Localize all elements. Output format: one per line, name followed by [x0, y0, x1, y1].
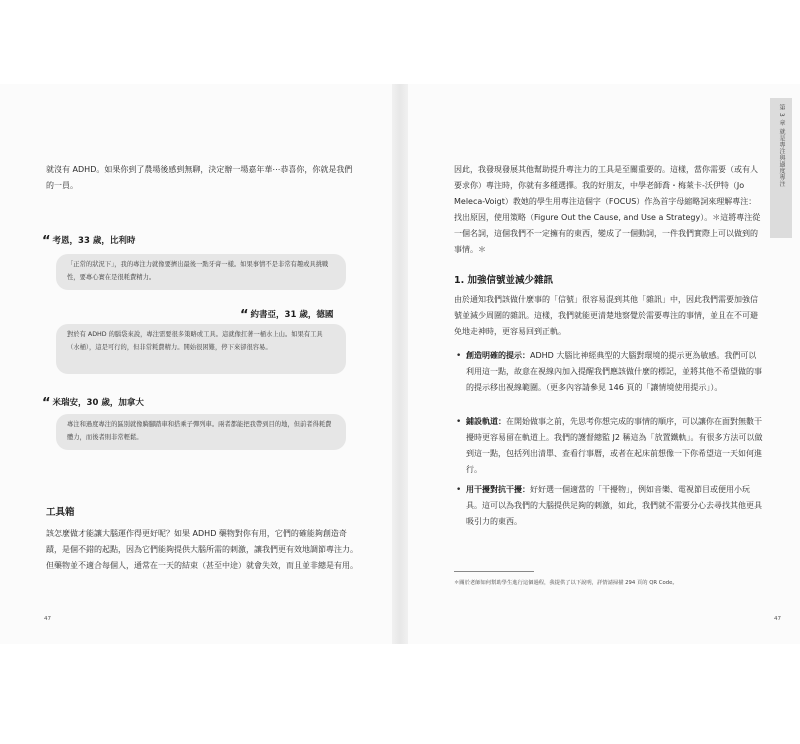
- chapter-tab-label: 第 3 章 就是專注與過度專注: [778, 104, 785, 188]
- page-number-left: 47: [44, 616, 51, 622]
- quote-mark-icon: “: [42, 396, 51, 411]
- bullet-item-distraction: [456, 482, 764, 530]
- quote-bubble-1: 「正常的狀況下」，我的專注力就像要擠出最後一點牙膏一樣。如果事情不是非常有趣或具挑戰性，要專心實在是很耗費精力。: [56, 254, 346, 290]
- quote-mark-icon: “: [240, 308, 249, 323]
- quote-speaker-1: [42, 234, 135, 249]
- speaker-name: 約書亞，31 歲，德國: [250, 310, 334, 320]
- section-heading-1: 1. 加強信號並減少雜訊: [454, 275, 554, 286]
- speaker-name: 考恩，33 歲，比利時: [52, 236, 136, 246]
- section-1-paragraph: 由於通知我們該做什麼事的「信號」很容易混到其他「雜訊」中，因此我們需要加強信號並減少周圍的雜訊。這樣，我們就能更清楚地察覺於需要專注的事情，並且在不可避免地走神時，更容易回到正軌。: [454, 295, 758, 336]
- quote-speaker-2: [240, 308, 333, 323]
- bullet-dot-icon: •: [456, 417, 462, 427]
- quote-bubble-3: 專注和過度專注的區別就像騎腳踏車和搭乘子彈列車。兩者都能把我帶到目的地，但前者得耗費體力，而後者則非常輕鬆。: [56, 414, 346, 450]
- bullet-item-tracks: [456, 414, 764, 478]
- bullet-term: 用干擾對抗干擾：: [466, 485, 530, 494]
- page-number-right: 47: [774, 616, 781, 622]
- section-title-toolbox: 工具箱: [46, 507, 75, 518]
- bullet-term: 鋪設軌道：: [466, 417, 506, 426]
- book-gutter: [392, 84, 408, 644]
- bullet-dot-icon: •: [456, 485, 462, 495]
- bullet-item-cues: [456, 348, 764, 396]
- bullet-text: 好好選一個適當的「干擾物」，例如音樂、電視節目或便用小玩具。這可以為我們的大腦提供足夠的刺激，如此，我們就不需要分心去尋找其他更具吸引力的東西。: [466, 485, 762, 526]
- bullet-text: 在開始做事之前，先思考你想完成的事情的順序，可以讓你在面對無數干擾時更容易留在軌道上。我們的護督總監 J2 稱這為「放置鐵軌」。有很多方法可以做到這一點，包括列出清單、查看行事曆，或者在起床前想像一下你希望這一天如何進行。: [466, 417, 763, 474]
- intro-paragraph: 就沒有 ADHD。如果你到了農場後感到無聊，決定辦一場嘉年華⋯恭喜你，你就是我們的一員。: [46, 165, 353, 190]
- footnote-rule: [454, 571, 534, 572]
- speaker-name: 米瑞安，30 歲，加拿大: [52, 398, 144, 408]
- bullet-term: 創造明確的提示：: [466, 351, 530, 360]
- quote-speaker-3: [42, 396, 144, 411]
- footnote: ＊關於老師如何幫助學生進行這個過程，我提供了以下說明，詳情請掃描 294 頁的 QR Code。: [454, 580, 678, 586]
- toolbox-paragraph: 該怎麼做才能讓大腦運作得更好呢？如果 ADHD 藥物對你有用，它們的確能夠創造奇蹟，是個不錯的起點，因為它們能夠提供大腦所需的刺激，讓我們更有效地調節專注力。但藥物並不適合每個人，通常在一天的結束（甚至中途）就會失效，而且並非總是有用。: [46, 529, 358, 570]
- quote-mark-icon: “: [42, 234, 51, 249]
- bullet-text: ADHD 大腦比神經典型的大腦對環境的提示更為敏感。我們可以利用這一點，故意在視線內加入提醒我們應該做什麼的標記，並將其他不希望做的事的提示移出視線範圍。（更多內容請參見 146 頁的「讓情境使用提示」）。: [466, 351, 762, 392]
- right-intro-paragraph: 因此，我發現發展其他幫助提升專注力的工具是至關重要的。這樣，當你需要（或有人要求你）專注時，你就有多種選擇。我的好朋友，中學老師喬・梅萊卡-沃伊特（Jo Meleca-Voigt）教她的學生用專注這個字（FOCUS）作為首字母縮略詞來理解專注：找出原因，使用策略（Figure Out the Cause, and Use a Strategy）。＊這將專注從一個名詞，這個我們不一定擁有的東西，變成了一個動詞，一件我們實際上可以做到的事情。＊: [454, 165, 761, 254]
- bullet-dot-icon: •: [456, 351, 462, 361]
- quote-bubble-2: 對於有 ADHD 的腦袋來說，專注需要很多策略或工具。這就像扛著一桶水上山。如果有工具（水桶），這是可行的，但非常耗費精力。開始很困難，停下來卻很容易。: [56, 324, 346, 374]
